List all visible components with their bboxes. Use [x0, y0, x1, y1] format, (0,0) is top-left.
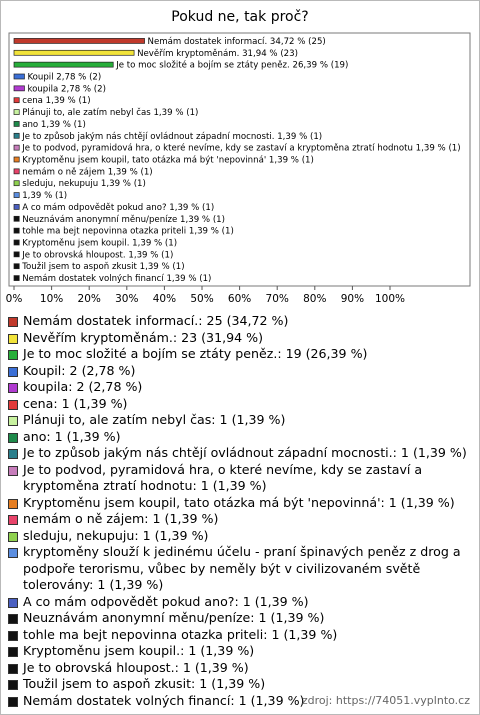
- legend-swatch: [8, 466, 18, 476]
- legend-item: [8, 346, 474, 363]
- bar: [14, 169, 19, 174]
- bar-label: 1,39 % (1): [22, 191, 68, 202]
- legend-item: [8, 429, 474, 446]
- bar-label: Neuznávám anonymní měnu/peníze 1,39 % (1): [22, 214, 226, 225]
- bar: [14, 50, 134, 55]
- bar: [14, 145, 19, 150]
- bar: [14, 62, 113, 67]
- bar: [14, 98, 19, 103]
- legend-item: [8, 379, 474, 396]
- legend-label: Plánuji to, ale zatím nebyl čas: 1 (1,39 %): [23, 412, 286, 427]
- legend-label: koupila: 2 (2,78 %): [23, 379, 143, 394]
- bar-label: koupila 2,78 % (2): [27, 84, 106, 95]
- legend-label: Nemám dostatek informací.: 25 (34,72 %): [23, 313, 289, 328]
- legend-item: [8, 643, 474, 660]
- legend-swatch: [8, 548, 18, 558]
- bar-label: Je to moc složité a bojím se ztáty peněz. 26,39 % (19): [116, 60, 349, 71]
- bar-label: sleduju, nekupuju 1,39 % (1): [22, 179, 146, 190]
- legend-swatch: [8, 680, 18, 690]
- bar: [14, 193, 19, 198]
- x-tick-label: 70%: [265, 293, 289, 305]
- x-tick-label: 80%: [303, 293, 327, 305]
- legend-item: [8, 544, 474, 594]
- legend-label: A co mám odpovědět pokud ano?: 1 (1,39 %): [23, 593, 309, 609]
- legend-item: [8, 627, 474, 644]
- legend-swatch: [8, 532, 18, 542]
- legend-swatch: [8, 598, 18, 608]
- bar: [14, 121, 19, 126]
- chart-title: Pokud ne, tak proč?: [171, 9, 309, 25]
- x-tick-label: 30%: [115, 293, 139, 305]
- legend-swatch: [8, 383, 18, 393]
- legend-swatch: [8, 400, 18, 410]
- legend-swatch: [8, 334, 18, 344]
- bar-label: Nevěřím kryptoměnám. 31,94 % (23): [137, 48, 298, 59]
- bar-label: Koupil 2,78 % (2): [27, 72, 102, 83]
- bar-label: tohle ma bejt nepovinna otazka priteli 1,39 % (1): [22, 226, 234, 237]
- legend-swatch: [8, 416, 18, 426]
- x-tick-label: 10%: [39, 293, 64, 305]
- bar: [14, 264, 19, 269]
- bar-label: nemám o ně zájem 1,39 % (1): [22, 167, 153, 178]
- bar-label: A co mám odpovědět pokud ano? 1,39 % (1): [22, 202, 215, 213]
- bar-label: cena 1,39 % (1): [22, 96, 91, 107]
- x-tick-label: 90%: [340, 293, 365, 305]
- bar-label: Toužil jsem to aspoň zkusit 1,39 % (1): [22, 262, 185, 273]
- legend: [8, 313, 474, 709]
- legend-label: Je to obrovská hloupost.: 1 (1,39 %): [23, 659, 249, 675]
- bar: [14, 228, 19, 233]
- legend-label: kryptoměny slouží k jedinému účelu - praní špinavých peněz z drog a podpoře terorismu, vůbec by neměly být v civilizovaném světě tolerovány: 1 (1,39 %): [23, 544, 461, 592]
- bar: [14, 276, 19, 281]
- legend-label: ano: 1 (1,39 %): [23, 428, 121, 444]
- legend-swatch: [8, 664, 18, 674]
- x-tick-label: 50%: [190, 293, 214, 305]
- legend-swatch: [8, 433, 18, 443]
- legend-swatch: [8, 697, 18, 707]
- bar: [14, 204, 19, 209]
- bar: [14, 38, 145, 43]
- legend-label: sleduju, nekupuju: 1 (1,39 %): [23, 527, 209, 543]
- legend-label: Nemám dostatek volných financí: 1 (1,39 %): [23, 692, 305, 708]
- legend-item: [8, 610, 474, 627]
- legend-swatch: [8, 631, 18, 641]
- legend-item: [8, 660, 474, 677]
- legend-item: [8, 330, 474, 347]
- x-tick-label: 20%: [77, 293, 101, 305]
- legend-item: [8, 462, 474, 495]
- legend-label: nemám o ně zájem: 1 (1,39 %): [23, 511, 219, 526]
- legend-item: [8, 594, 474, 611]
- legend-label: Koupil: 2 (2,78 %): [23, 362, 136, 378]
- legend-item: [8, 396, 474, 413]
- legend-label: cena: 1 (1,39 %): [23, 395, 128, 411]
- x-tick-label: 40%: [152, 293, 177, 305]
- bar: [14, 157, 19, 162]
- source-note: zdroj: https://74051.vyplnto.cz: [301, 694, 470, 707]
- legend-swatch: [8, 499, 18, 509]
- bar-label: Plánuji to, ale zatím nebyl čas 1,39 % (1): [22, 108, 199, 119]
- bar: [14, 252, 19, 257]
- legend-swatch: [8, 614, 18, 624]
- legend-label: tohle ma bejt nepovinna otazka priteli: 1 (1,39 %): [23, 626, 338, 642]
- bar-label: Kryptoměnu jsem koupil, tato otázka má být 'nepovinná' 1,39 % (1): [22, 155, 314, 166]
- legend-label: Je to moc složité a bojím se ztáty peněz.: 19 (26,39 %): [23, 346, 368, 361]
- legend-label: Je to způsob jakým nás chtějí ovládnout západní mocnosti.: 1 (1,39 %): [23, 445, 467, 460]
- x-tick-label: 60%: [227, 293, 252, 305]
- legend-swatch: [8, 515, 18, 525]
- legend-swatch: [8, 367, 18, 377]
- legend-label: Kryptoměnu jsem koupil, tato otázka má být 'nepovinná': 1 (1,39 %): [23, 494, 455, 510]
- bar-chart-svg: [0, 0, 480, 310]
- bar: [14, 86, 24, 91]
- bar-label: Je to způsob jakým nás chtějí ovládnout západní mocnosti. 1,39 % (1): [22, 131, 323, 142]
- legend-label: Toužil jsem to aspoň zkusit: 1 (1,39 %): [23, 676, 266, 691]
- bar: [14, 133, 19, 138]
- plot-area: [0, 0, 480, 314]
- bar-label: ano 1,39 % (1): [22, 119, 86, 130]
- bar: [14, 240, 19, 245]
- x-tick-label: 0%: [5, 293, 23, 305]
- legend-label: Kryptoměnu jsem koupil.: 1 (1,39 %): [23, 643, 255, 658]
- legend-item: [8, 528, 474, 545]
- x-tick-label: 100%: [374, 293, 406, 305]
- legend-label: Neuznávám anonymní měnu/peníze: 1 (1,39 %): [23, 610, 325, 625]
- legend-item: [8, 676, 474, 693]
- bar-label: Je to podvod, pyramidová hra, o které nevíme, kdy se zastaví a kryptoměna ztratí hodnotu 1,39 % (1): [22, 143, 461, 154]
- legend-swatch: [8, 350, 18, 360]
- bar: [14, 110, 19, 115]
- legend-item: [8, 313, 474, 330]
- legend-label: Je to podvod, pyramidová hra, o které nevíme, kdy se zastaví a kryptoměna ztratí hodnotu: 1 (1,39 %): [23, 461, 423, 493]
- legend-swatch: [8, 449, 18, 459]
- legend-swatch: [8, 317, 18, 327]
- bar: [14, 74, 24, 79]
- legend-swatch: [8, 647, 18, 657]
- bar-label: Nemám dostatek volných financí 1,39 % (1): [22, 274, 212, 285]
- legend-item: [8, 495, 474, 512]
- bar: [14, 216, 19, 221]
- legend-label: Nevěřím kryptoměnám.: 23 (31,94 %): [23, 329, 263, 345]
- legend-item: [8, 412, 474, 429]
- legend-item: [8, 511, 474, 528]
- bar-label: Nemám dostatek informací. 34,72 % (25): [147, 36, 326, 47]
- bar: [14, 181, 19, 186]
- bar-label: Je to obrovská hloupost. 1,39 % (1): [22, 250, 174, 261]
- legend-item: [8, 363, 474, 380]
- bar-label: Kryptoměnu jsem koupil. 1,39 % (1): [22, 238, 178, 249]
- legend-item: [8, 445, 474, 462]
